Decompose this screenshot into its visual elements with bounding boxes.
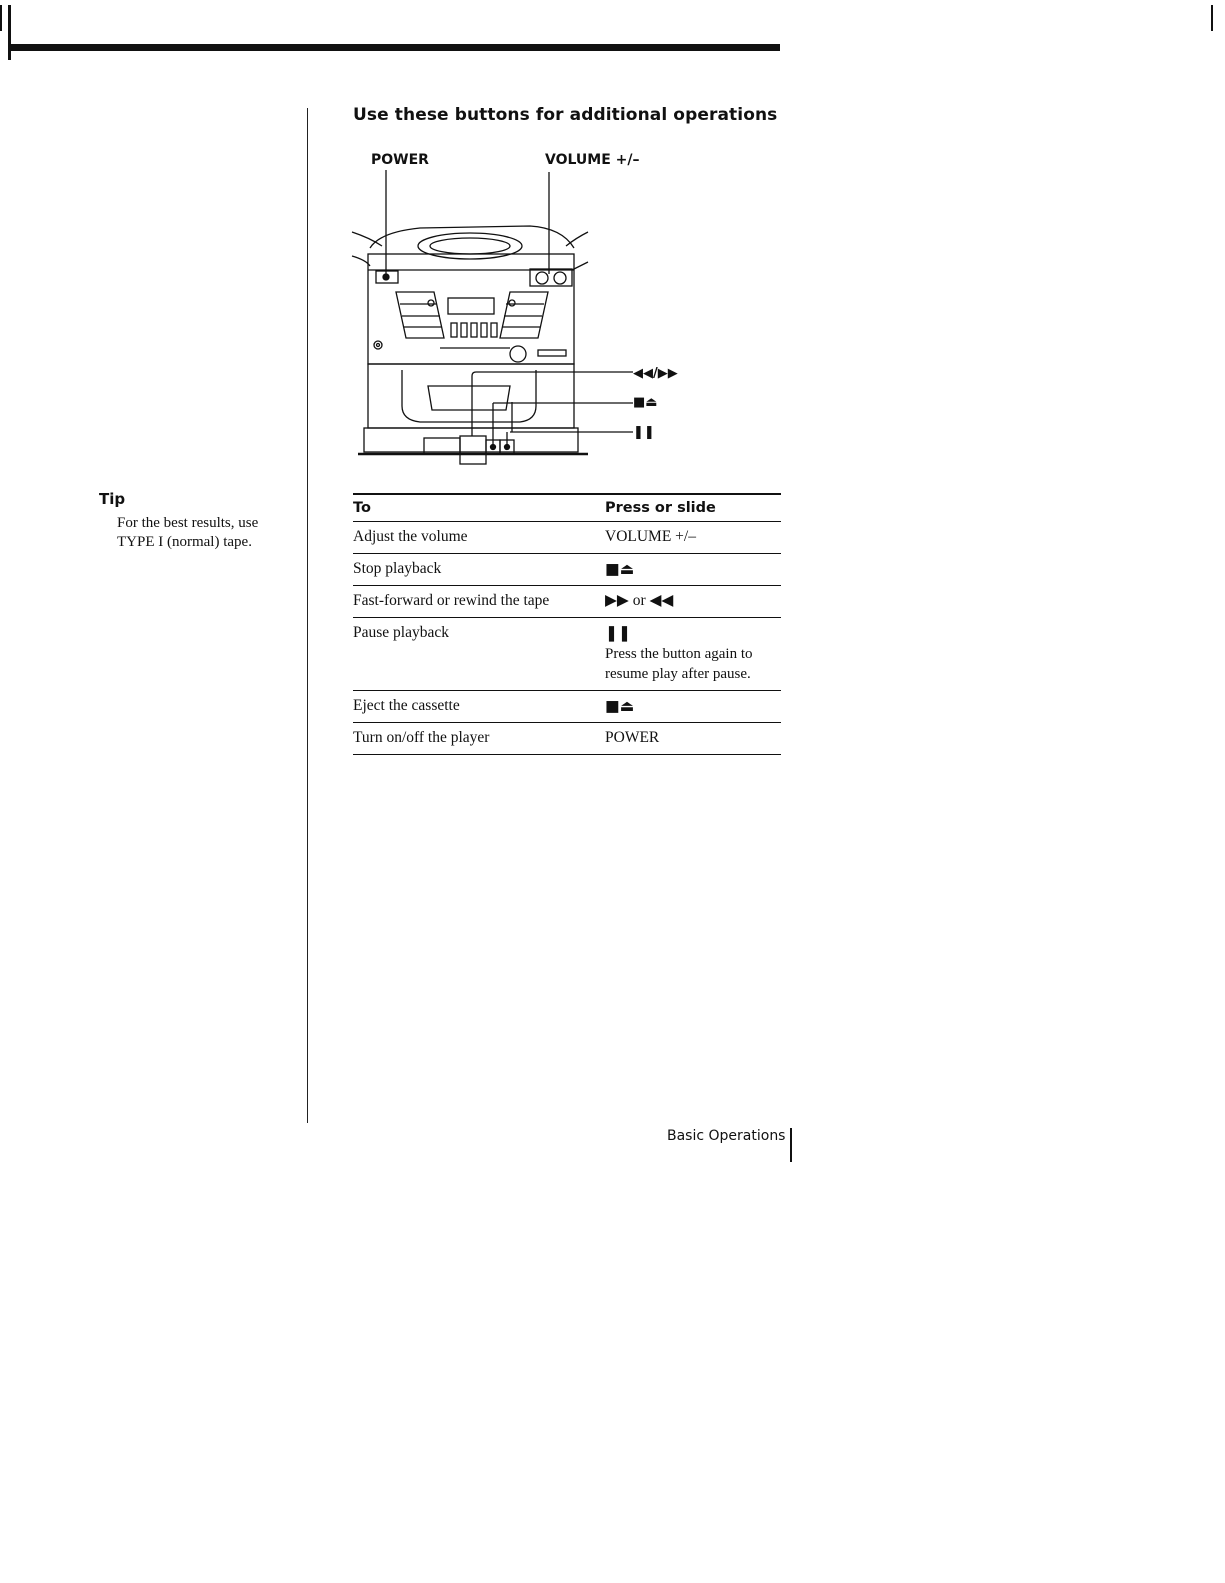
control-cell: POWER — [605, 723, 781, 755]
control-cell: ■⏏ — [605, 691, 781, 723]
action-cell: Eject the cassette — [353, 691, 605, 723]
column-header-to: To — [353, 494, 605, 522]
stop-eject-label: ■⏏ — [633, 395, 658, 410]
action-cell: Fast-forward or rewind the tape — [353, 586, 605, 618]
footer-bar — [790, 1128, 792, 1162]
column-header-press: Press or slide — [605, 494, 781, 522]
control-cell: VOLUME +/– — [605, 522, 781, 554]
action-cell: Stop playback — [353, 554, 605, 586]
volume-label: VOLUME +/– — [545, 152, 640, 168]
action-cell: Adjust the volume — [353, 522, 605, 554]
action-cell: Turn on/off the player — [353, 723, 605, 755]
control-cell: ▶▶ or ◀◀ — [605, 586, 781, 618]
table-row — [353, 522, 781, 554]
table-row — [353, 586, 781, 618]
operations-table — [353, 493, 781, 755]
control-note: Press the button again to resume play after pause. — [605, 646, 753, 682]
header-rule — [8, 44, 780, 51]
action-cell: Pause playback — [353, 618, 605, 691]
corner-mark-left — [0, 5, 2, 31]
corner-mark-right — [1211, 5, 1213, 31]
pause-label: ❚❚ — [633, 425, 655, 440]
table-row — [353, 723, 781, 755]
control-cell: ■⏏ — [605, 554, 781, 586]
table-row — [353, 691, 781, 723]
power-label: POWER — [371, 152, 429, 168]
column-divider — [307, 108, 308, 1123]
rew-ff-label: ◀◀/▶▶ — [633, 366, 678, 381]
pause-symbol: ❚❚ — [605, 624, 631, 642]
table-row — [353, 618, 781, 691]
section-heading: Use these buttons for additional operations — [353, 105, 778, 125]
control-cell — [605, 618, 781, 691]
footer-section-label: Basic Operations — [667, 1128, 786, 1144]
table-header-row — [353, 494, 781, 522]
tip-body: For the best results, use TYPE I (normal) tape. — [117, 515, 259, 550]
header-tick — [8, 5, 11, 60]
table-row — [353, 554, 781, 586]
boombox-illustration — [340, 170, 640, 470]
tip-title: Tip — [99, 490, 126, 508]
